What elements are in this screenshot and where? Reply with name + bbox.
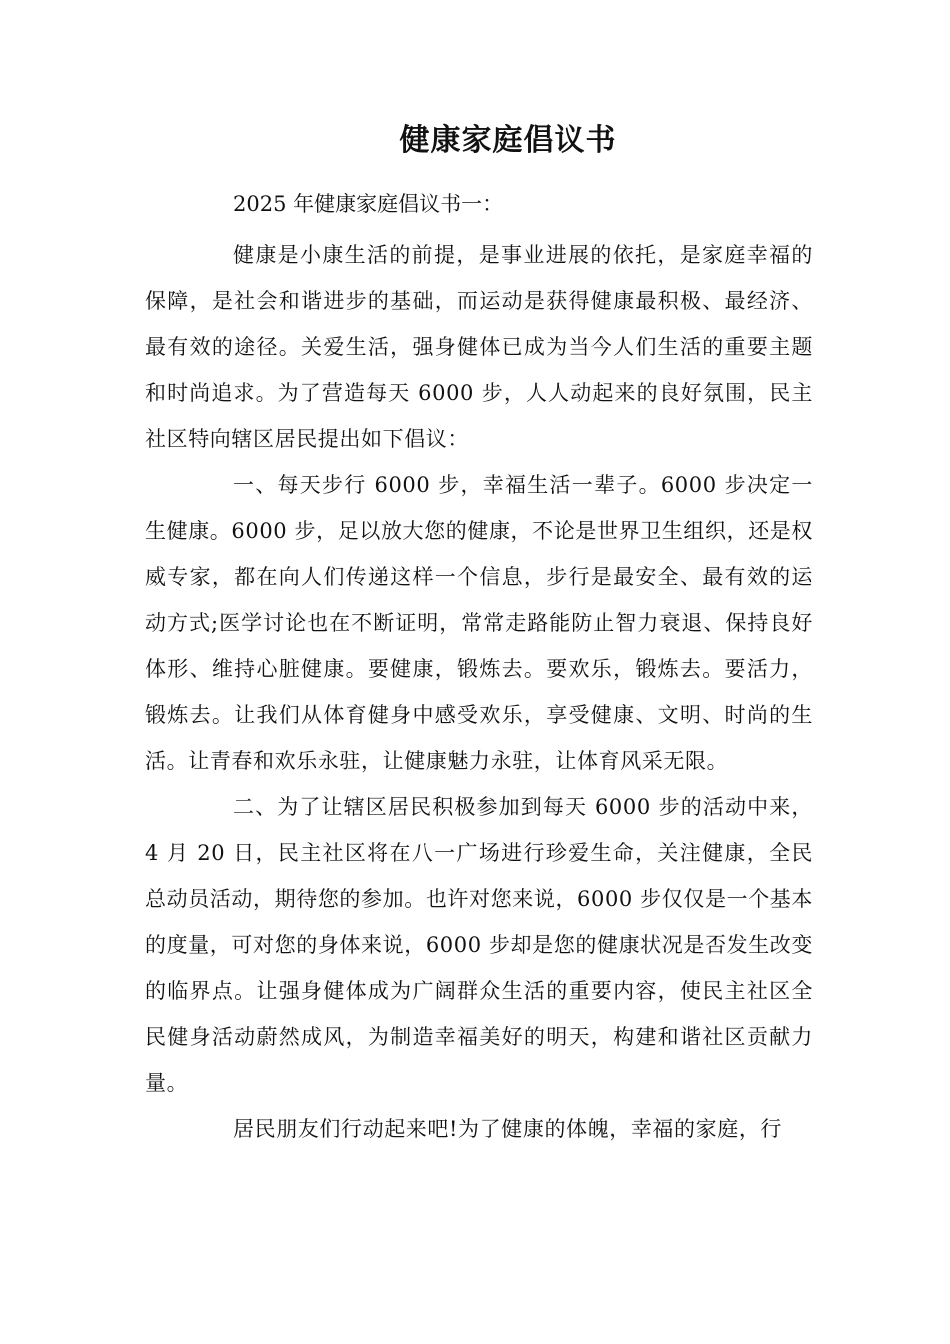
paragraph-point-two: 二、为了让辖区居民积极参加到每天 6000 步的活动中来，4 月 20 日，民主社区将在八一广场进行珍爱生命，关注健康，全民总动员活动，期待您的参加。也许对您来说，6000 步仅仅是一个基本的度量，可对您的身体来说，6000 步却是您的健康状况是否发生改变的临界点。让强身健体成为广阔群众生活的重要内容，使民主社区全民健身活动蔚然成风，为制造幸福美好的明天，构建和谐社区贡献力量。 xyxy=(145,795,813,1095)
document-subtitle: 2025 年健康家庭倡议书一： xyxy=(233,192,504,216)
document-body xyxy=(145,232,813,1152)
paragraph-closing: 居民朋友们行动起来吧!为了健康的体魄，幸福的家庭，行 xyxy=(233,1117,783,1141)
paragraph-point-one: 一、每天步行 6000 步，幸福生活一辈子。6000 步决定一生健康。6000 步，足以放大您的健康，不论是世界卫生组织，还是权威专家，都在向人们传递这样一个信息，步行是最安全、最有效的运动方式;医学讨论也在不断证明，常常走路能防止智力衰退、保持良好体形、维持心脏健康。要健康，锻炼去。要欢乐，锻炼去。要活力，锻炼去。让我们从体育健身中感受欢乐，享受健康、文明、时尚的生活。让青春和欢乐永驻，让健康魅力永驻，让体育风采无限。 xyxy=(145,473,813,773)
paragraph-intro: 健康是小康生活的前提，是事业进展的依托，是家庭幸福的保障，是社会和谐进步的基础，而运动是获得健康最积极、最经济、最有效的途径。关爱生活，强身健体已成为当今人们生活的重要主题和时尚追求。为了营造每天 6000 步，人人动起来的良好氛围，民主社区特向辖区居民提出如下倡议： xyxy=(145,243,813,451)
document-title: 健康家庭倡议书 xyxy=(399,123,617,158)
